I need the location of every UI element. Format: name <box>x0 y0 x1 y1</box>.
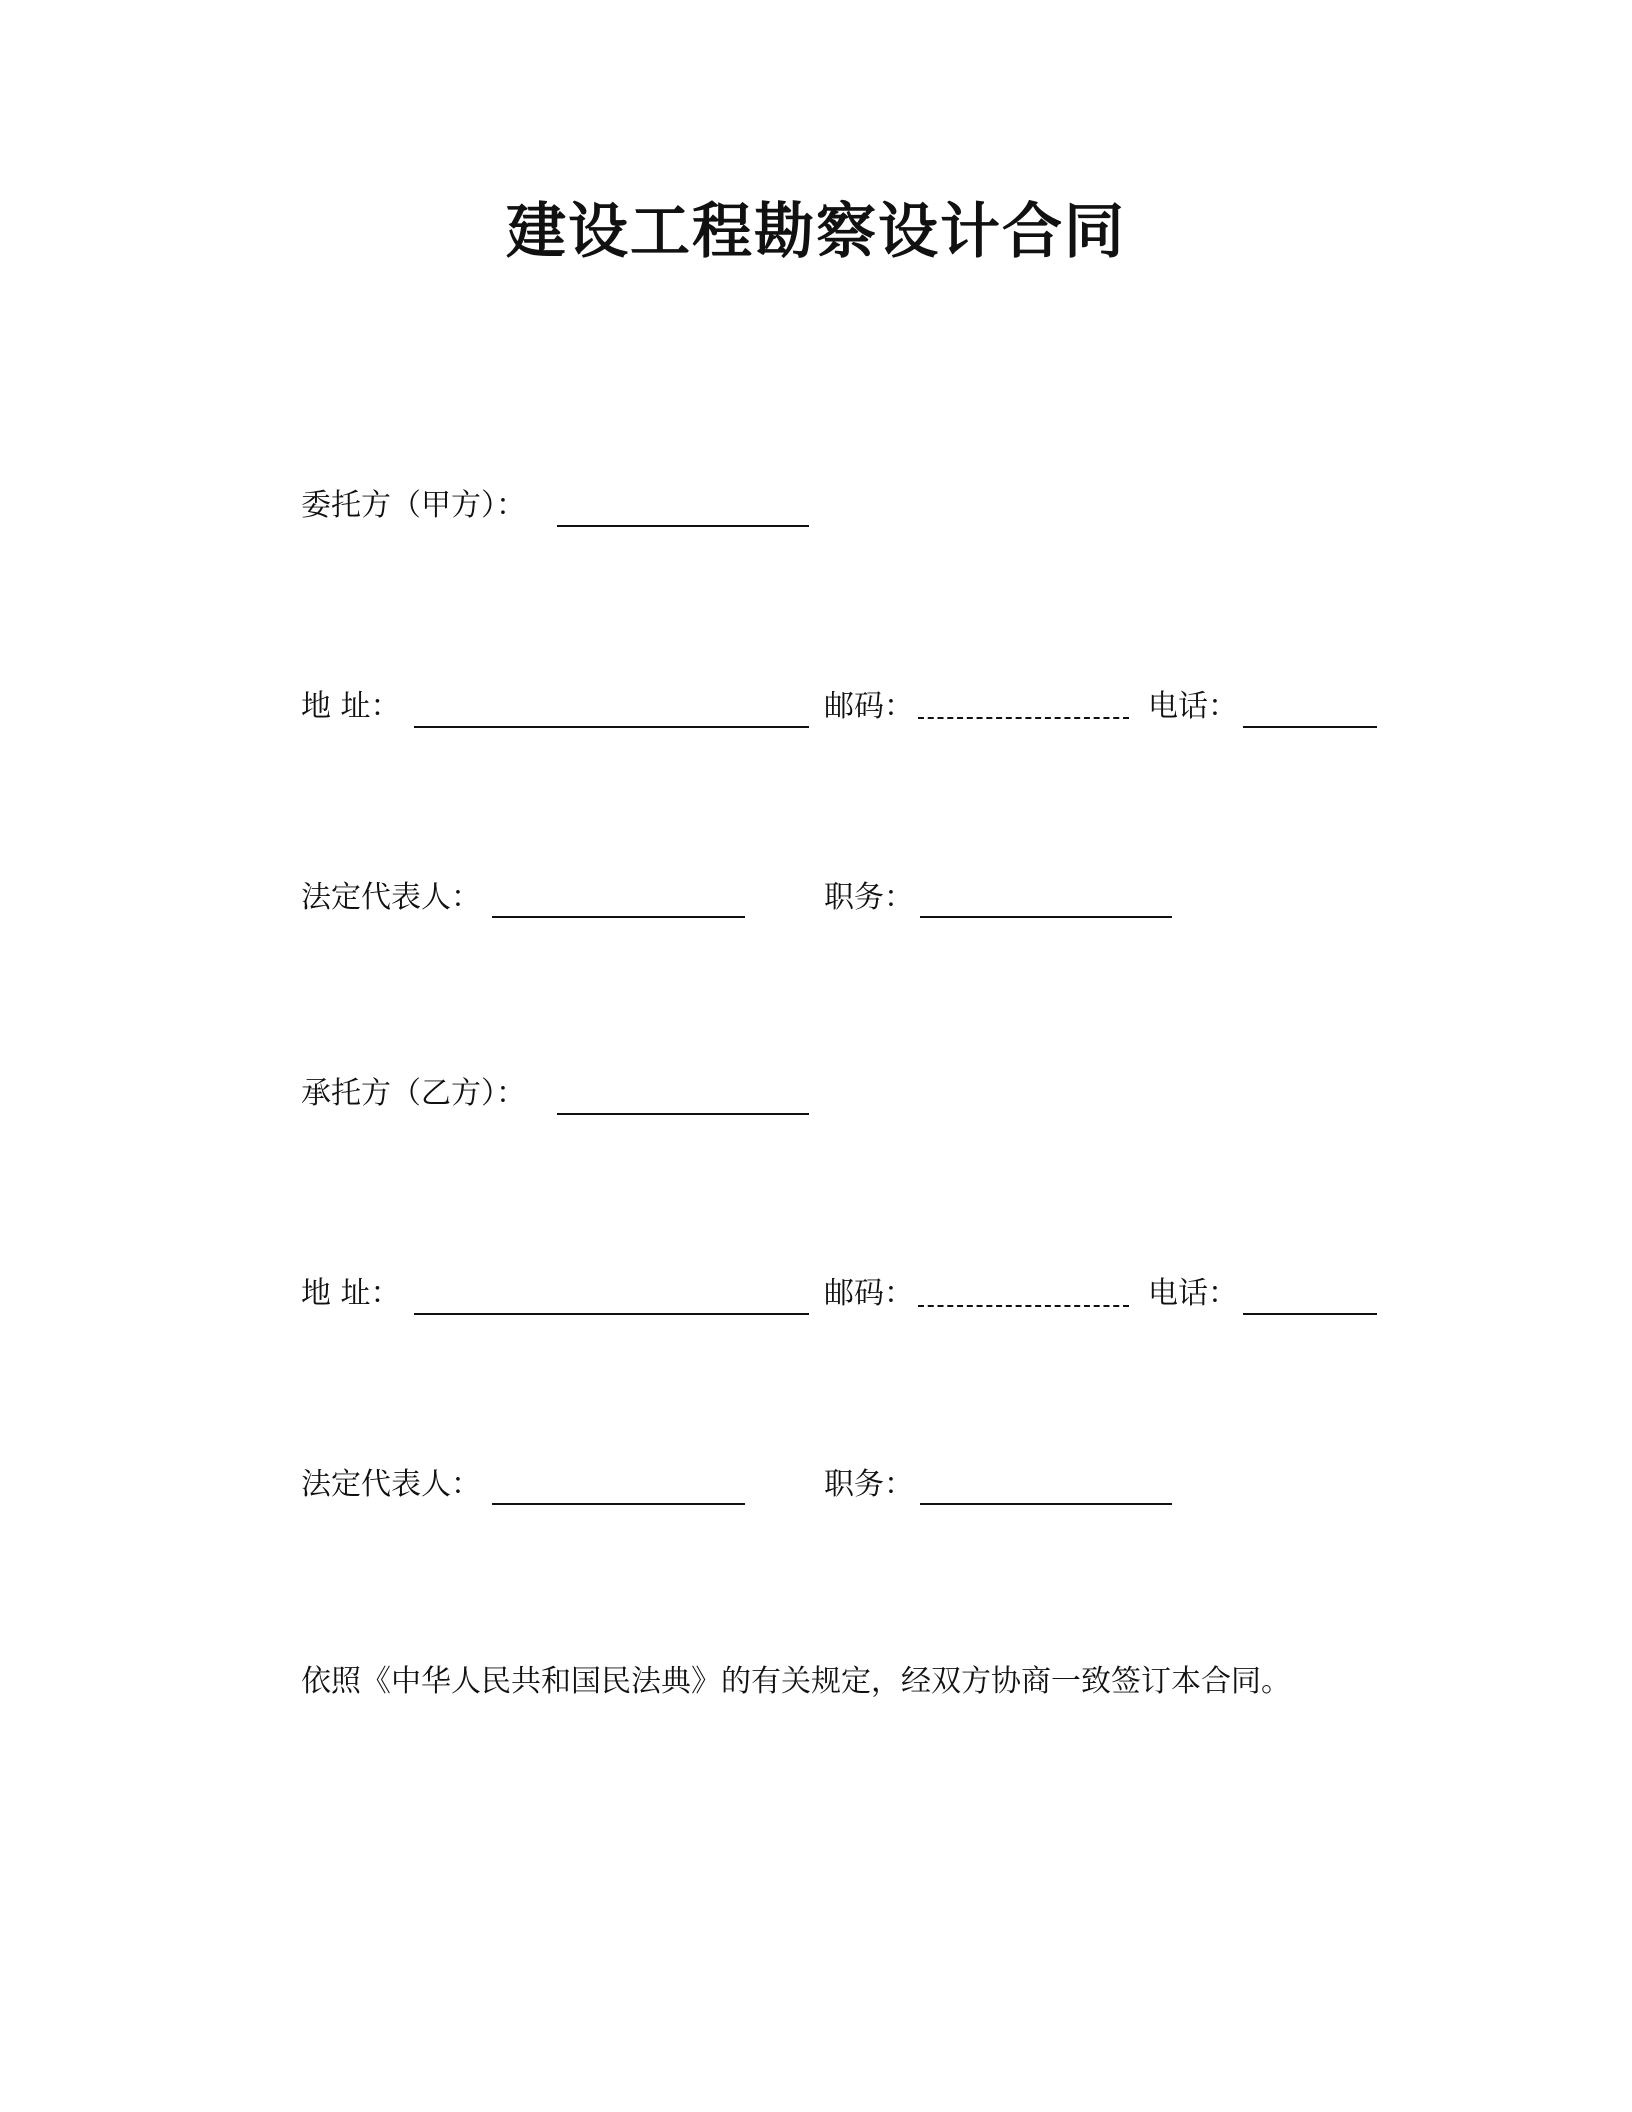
party-a-address-label: 地 址： <box>301 689 401 724</box>
party-b-representative-field[interactable] <box>492 1503 745 1505</box>
party-b-address-label: 地 址： <box>301 1276 401 1311</box>
party-b-phone-field[interactable] <box>1243 1313 1377 1315</box>
party-a-address-field[interactable] <box>414 726 809 728</box>
party-a-postcode-label: 邮码： <box>824 689 914 724</box>
party-a-name-field[interactable] <box>557 525 809 527</box>
contract-preamble: 依照《中华人民共和国民法典》的有关规定，经双方协商一致签订本合同。 <box>301 1664 1291 1699</box>
party-b-address-field[interactable] <box>414 1313 809 1315</box>
party-a-representative-label: 法定代表人： <box>301 880 481 915</box>
party-a-phone-label: 电话： <box>1148 689 1238 724</box>
party-b-position-label: 职务： <box>824 1467 914 1502</box>
party-b-postcode-label: 邮码： <box>824 1276 914 1311</box>
party-a-representative-field[interactable] <box>492 916 745 918</box>
party-a-position-label: 职务： <box>824 880 914 915</box>
page-title: 建设工程勘察设计合同 <box>506 197 1126 267</box>
party-b-representative-label: 法定代表人： <box>301 1467 481 1502</box>
party-b-name-field[interactable] <box>557 1113 809 1115</box>
party-a-phone-field[interactable] <box>1243 726 1377 728</box>
party-b-position-field[interactable] <box>920 1503 1172 1505</box>
party-a-name-label: 委托方（甲方）： <box>301 488 526 523</box>
party-a-postcode-field[interactable] <box>918 717 1129 719</box>
party-b-phone-label: 电话： <box>1148 1276 1238 1311</box>
party-b-name-label: 承托方（乙方）： <box>301 1076 526 1111</box>
party-a-position-field[interactable] <box>920 916 1172 918</box>
party-b-postcode-field[interactable] <box>918 1305 1129 1307</box>
